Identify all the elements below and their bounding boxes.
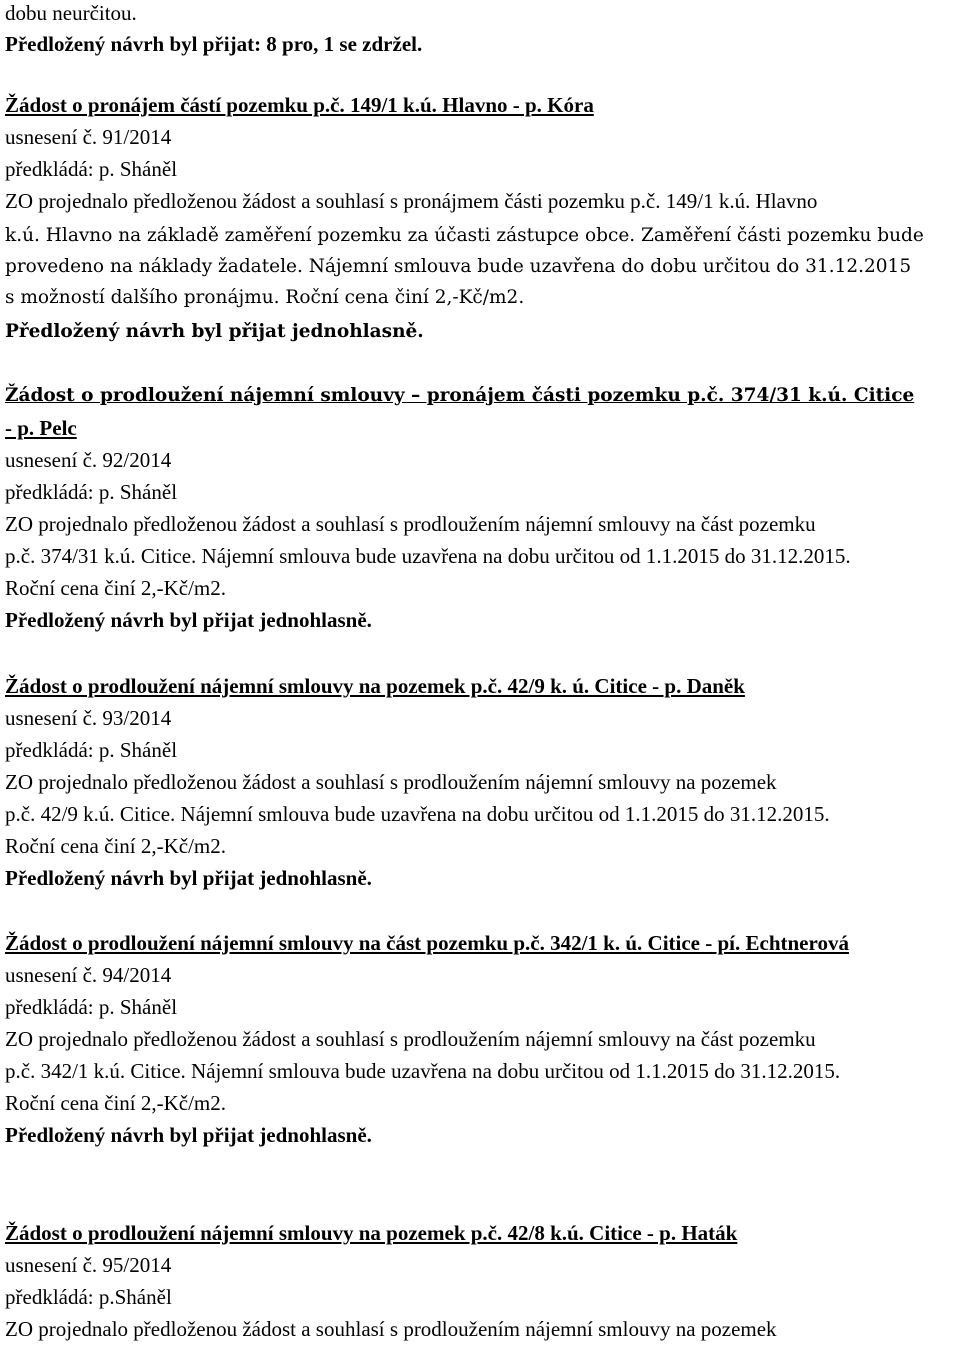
presenter: předkládá: p. Sháněl — [5, 738, 178, 762]
resolution-number: usnesení č. 92/2014 — [5, 448, 172, 472]
text-line: ZO projednalo předloženou žádost a souhlasí s prodloužením nájemní smlouvy na pozemek — [5, 770, 777, 794]
section-heading: Žádost o prodloužení nájemní smlouvy na pozemek p.č. 42/8 k.ú. Citice - p. Haták — [5, 1221, 738, 1245]
text-line: Roční cena činí 2,-Kč/m2. — [5, 834, 227, 858]
vote-result: Předložený návrh byl přijat jednohlasně. — [5, 866, 372, 890]
vote-result: Předložený návrh byl přijat: 8 pro, 1 se zdržel. — [5, 32, 423, 56]
presenter: předkládá: p. Sháněl — [5, 995, 178, 1019]
text-line: k.ú. Hlavno na základě zaměření pozemku za účasti zástupce obce. Zaměření části pozemku bude — [5, 225, 924, 246]
vote-result: Předložený návrh byl přijat jednohlasně. — [5, 321, 424, 342]
text-line: ZO projednalo předloženou žádost a souhlasí s pronájmem části pozemku p.č. 149/1 k.ú. Hlavno — [5, 189, 818, 213]
section-heading: Žádost o pronájem částí pozemku p.č. 149/1 k.ú. Hlavno - p. Kóra — [5, 93, 594, 117]
text-line: ZO projednalo předloženou žádost a souhlasí s prodloužením nájemní smlouvy na část pozemku — [5, 1027, 816, 1051]
text-line: dobu neurčitou. — [5, 1, 137, 25]
vote-result: Předložený návrh byl přijat jednohlasně. — [5, 1123, 372, 1147]
text-line: provedeno na náklady žadatele. Nájemní smlouva bude uzavřena do dobu určitou do 31.12.2015 — [5, 256, 912, 277]
section-heading: Žádost o prodloužení nájemní smlouvy na část pozemku p.č. 342/1 k. ú. Citice - pí. Echtnerová — [5, 931, 849, 955]
text-line: p.č. 342/1 k.ú. Citice. Nájemní smlouva bude uzavřena na dobu určitou od 1.1.2015 do 31.12.2015. — [5, 1059, 841, 1083]
presenter: předkládá: p.Sháněl — [5, 1285, 172, 1309]
resolution-number: usnesení č. 95/2014 — [5, 1253, 172, 1277]
text-line: ZO projednalo předloženou žádost a souhlasí s prodloužením nájemní smlouvy na část pozemku — [5, 512, 816, 536]
resolution-number: usnesení č. 91/2014 — [5, 125, 172, 149]
section-heading: Žádost o prodloužení nájemní smlouvy – pronájem části pozemku p.č. 374/31 k.ú. Citice — [5, 385, 915, 406]
text-line: p.č. 374/31 k.ú. Citice. Nájemní smlouva bude uzavřena na dobu určitou od 1.1.2015 do 31.12.2015. — [5, 544, 851, 568]
resolution-number: usnesení č. 94/2014 — [5, 963, 172, 987]
presenter: předkládá: p. Sháněl — [5, 157, 178, 181]
resolution-number: usnesení č. 93/2014 — [5, 706, 172, 730]
presenter: předkládá: p. Sháněl — [5, 480, 178, 504]
section-heading-continued: - p. Pelc — [5, 416, 77, 440]
text-line: Roční cena činí 2,-Kč/m2. — [5, 576, 227, 600]
text-line: s možností dalšího pronájmu. Roční cena činí 2,-Kč/m2. — [5, 287, 525, 308]
section-heading: Žádost o prodloužení nájemní smlouvy na pozemek p.č. 42/9 k. ú. Citice - p. Daněk — [5, 674, 745, 698]
text-line: p.č. 42/9 k.ú. Citice. Nájemní smlouva bude uzavřena na dobu určitou od 1.1.2015 do 31.12.2015. — [5, 802, 830, 826]
text-line: ZO projednalo předloženou žádost a souhlasí s prodloužením nájemní smlouvy na pozemek — [5, 1317, 777, 1341]
vote-result: Předložený návrh byl přijat jednohlasně. — [5, 608, 372, 632]
text-line: Roční cena činí 2,-Kč/m2. — [5, 1091, 227, 1115]
